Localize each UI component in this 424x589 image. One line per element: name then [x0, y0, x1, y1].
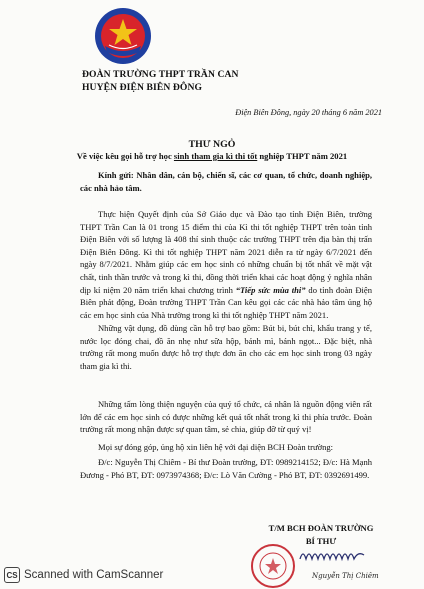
youth-union-emblem: [93, 6, 153, 66]
org-district: HUYỆN ĐIỆN BIÊN ĐÔNG: [82, 82, 203, 93]
paragraph-1-part1: Thực hiện Quyết định của Sở Giáo dục và Đào tạo tỉnh Điện Biên, trường THPT Trần Can là 01 trong 15 điểm thi của Kì thi tốt nghiệp THPT trên toàn tỉnh Điện Biên với số lượng là 408 thí sinh thuộc các trường THPT trên địa bàn thị trấn Điện Biên Đông. Kì thi tốt nghiệp THPT năm 2021 diễn ra từ ngày 6/7/2021 đến ngày 8/7/2021. Nhằm giúp các em học sinh có những chuẩn bị tốt nhất về mặt vật chất, tinh thần trước và trong kì thi, đồng thời triển khai các hoạt động ý nghĩa nhân dịp kỉ niệm 20 năm triển khai chương trình: [80, 209, 372, 295]
campaign-name: “Tiếp sức mùa thi”: [235, 284, 306, 295]
letter-subject: [0, 151, 424, 161]
paragraph-4: Mọi sự đóng góp, ủng hộ xin liên hệ với đại diện BCH Đoàn trường:: [98, 442, 334, 452]
greeting: Kính gửi: Nhân dân, cán bộ, chiến sĩ, các cơ quan, tổ chức, doanh nghiệp, các nhà hảo tâm.: [80, 170, 372, 193]
signature-role: BÍ THƯ: [305, 536, 337, 546]
camscanner-text: Scanned with CamScanner: [24, 569, 164, 581]
official-stamp: [250, 543, 296, 589]
contact-info: Đ/c: Nguyễn Thị Chiêm - Bí thư Đoàn trường, ĐT: 0989214152; Đ/c: Hà Mạnh Đương - Phó BT, ĐT: 0973974368; Đ/c: Lò Văn Cường - Phó BT, ĐT: 0392691499.: [80, 457, 372, 480]
camscanner-watermark: [4, 565, 163, 585]
place-and-date: Điện Biên Đông, ngày 20 tháng 6 năm 2021: [235, 108, 382, 117]
signer-name: Nguyễn Thị Chiêm: [312, 572, 379, 580]
subject-prefix: Về việc kêu gọi hỗ trợ học: [76, 151, 174, 161]
handwritten-signature: [296, 539, 366, 567]
letter-title: THƯ NGỎ: [188, 139, 236, 150]
camscanner-logo-icon: CS: [4, 567, 20, 583]
paragraph-1: [80, 208, 372, 321]
org-name: ĐOÀN TRƯỜNG THPT TRẦN CAN: [82, 69, 239, 80]
paragraph-1-part2: do tỉnh đoàn Điện Biên phát động, Đoàn trường THPT Trần Can kêu gọi các các nhà hảo tâm ủng hộ các em học sinh của Nhà trường trong kì thi tốt nghiệp THPT năm 2021.: [80, 284, 372, 320]
subject-underlined: sinh tham gia kì thi tốt: [173, 151, 258, 161]
paragraph-3: Những tấm lòng thiện nguyện của quý tổ chức, cá nhân là nguồn động viên rất lớn để các em học sinh có được những kết quả tốt nhất trong kì thi phía trước. Đoàn trường rất mong nhận được sự quan tâm, sẻ chia, giúp đỡ từ quý vị!: [80, 399, 372, 435]
subject-suffix: nghiệp THPT năm 2021: [257, 151, 348, 161]
signature-org: T/M BCH ĐOÀN TRƯỜNG: [268, 523, 374, 533]
paragraph-2: Những vật dụng, đồ dùng cần hỗ trợ bao gồm: Bút bi, bút chì, khẩu trang y tế, nước lọc đóng chai, đồ ăn nhẹ như sữa hộp, bánh mì, bánh ngọt... Đặc biệt, nhà trường rất mong muốn được hỗ trợ thực đơn ăn cho các em học sinh trong 03 ngày tham gia kì thi.: [80, 323, 372, 371]
organization-header: [82, 68, 239, 94]
